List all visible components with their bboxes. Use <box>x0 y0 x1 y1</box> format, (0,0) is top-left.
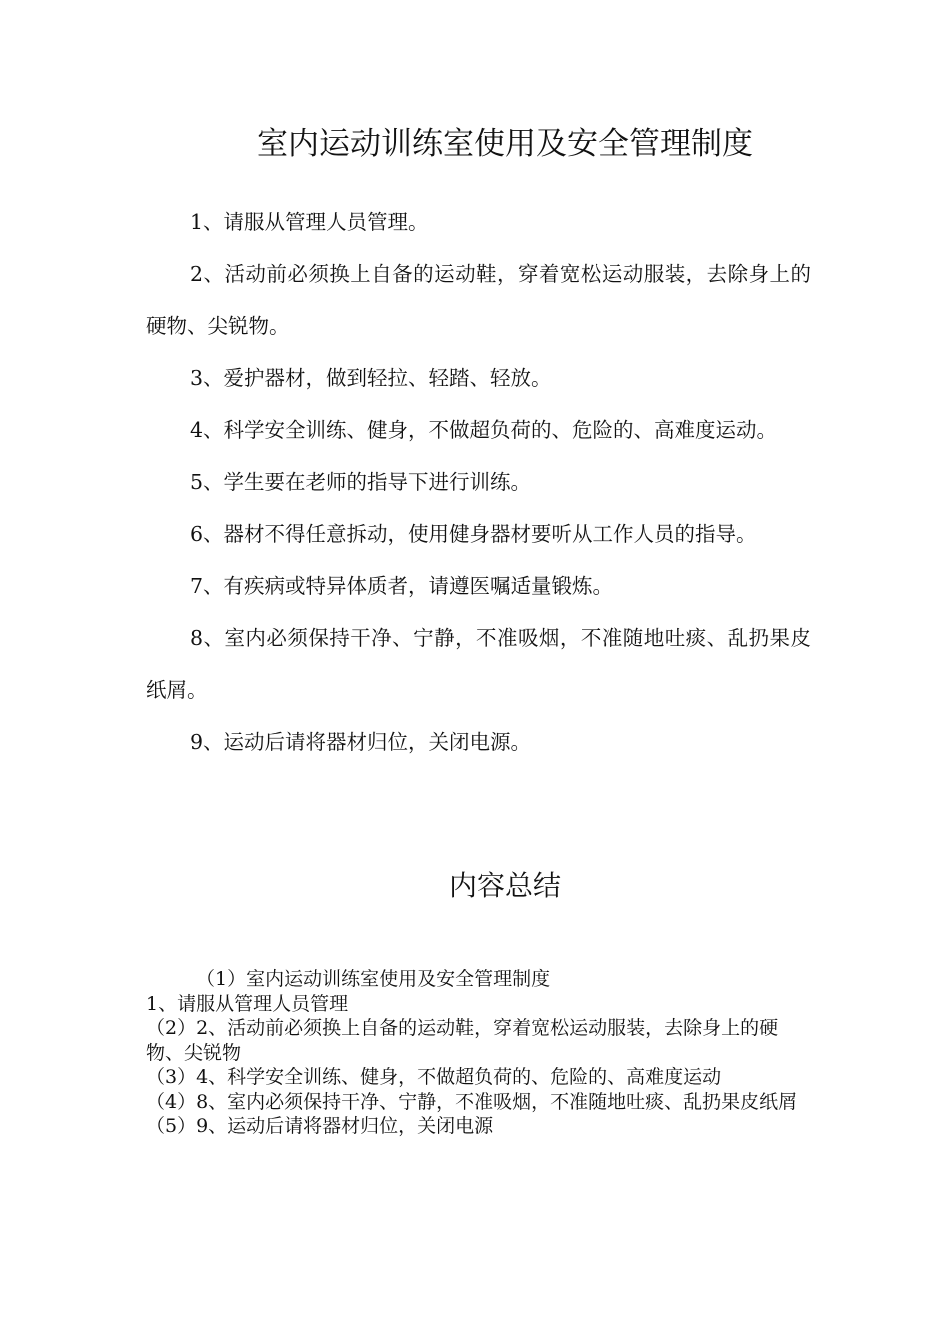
rule-item: 8、室内必须保持干净、宁静，不准吸烟，不准随地吐痰、乱扔果皮纸屑。 <box>146 626 811 702</box>
summary-line: （4）8、室内必须保持干净、宁静，不准吸烟，不准随地吐痰、乱扔果皮纸屑 <box>146 1090 798 1113</box>
document-title: 室内运动训练室使用及安全管理制度 <box>257 126 753 162</box>
rule-item: 9、运动后请将器材归位，关闭电源。 <box>190 730 532 754</box>
summary-line: （1）室内运动训练室使用及安全管理制度 <box>196 968 551 990</box>
summary-block <box>146 967 806 1139</box>
rule-item: 3、爱护器材，做到轻拉、轻踏、轻放。 <box>190 366 552 390</box>
summary-line: 1、请服从管理人员管理 <box>146 992 349 1015</box>
summary-line: （5）9、运动后请将器材归位，关闭电源 <box>146 1115 494 1137</box>
summary-line: （2）2、活动前必须换上自备的运动鞋，穿着宽松运动服装，去除身上的硬物、尖锐物 <box>146 1017 779 1064</box>
rule-item: 5、学生要在老师的指导下进行训练。 <box>190 470 532 494</box>
rule-item: 2、活动前必须换上自备的运动鞋，穿着宽松运动服装，去除身上的硬物、尖锐物。 <box>146 262 811 338</box>
rules-list <box>146 196 811 768</box>
summary-line: （3）4、科学安全训练、健身，不做超负荷的、危险的、高难度运动 <box>146 1066 722 1088</box>
rule-item: 4、科学安全训练、健身，不做超负荷的、危险的、高难度运动。 <box>190 418 778 442</box>
rule-item: 6、器材不得任意拆动，使用健身器材要听从工作人员的指导。 <box>190 522 757 546</box>
rule-item: 1、请服从管理人员管理。 <box>190 210 429 234</box>
rule-item: 7、有疾病或特异体质者，请遵医嘱适量锻炼。 <box>190 574 614 598</box>
summary-title: 内容总结 <box>448 869 561 902</box>
